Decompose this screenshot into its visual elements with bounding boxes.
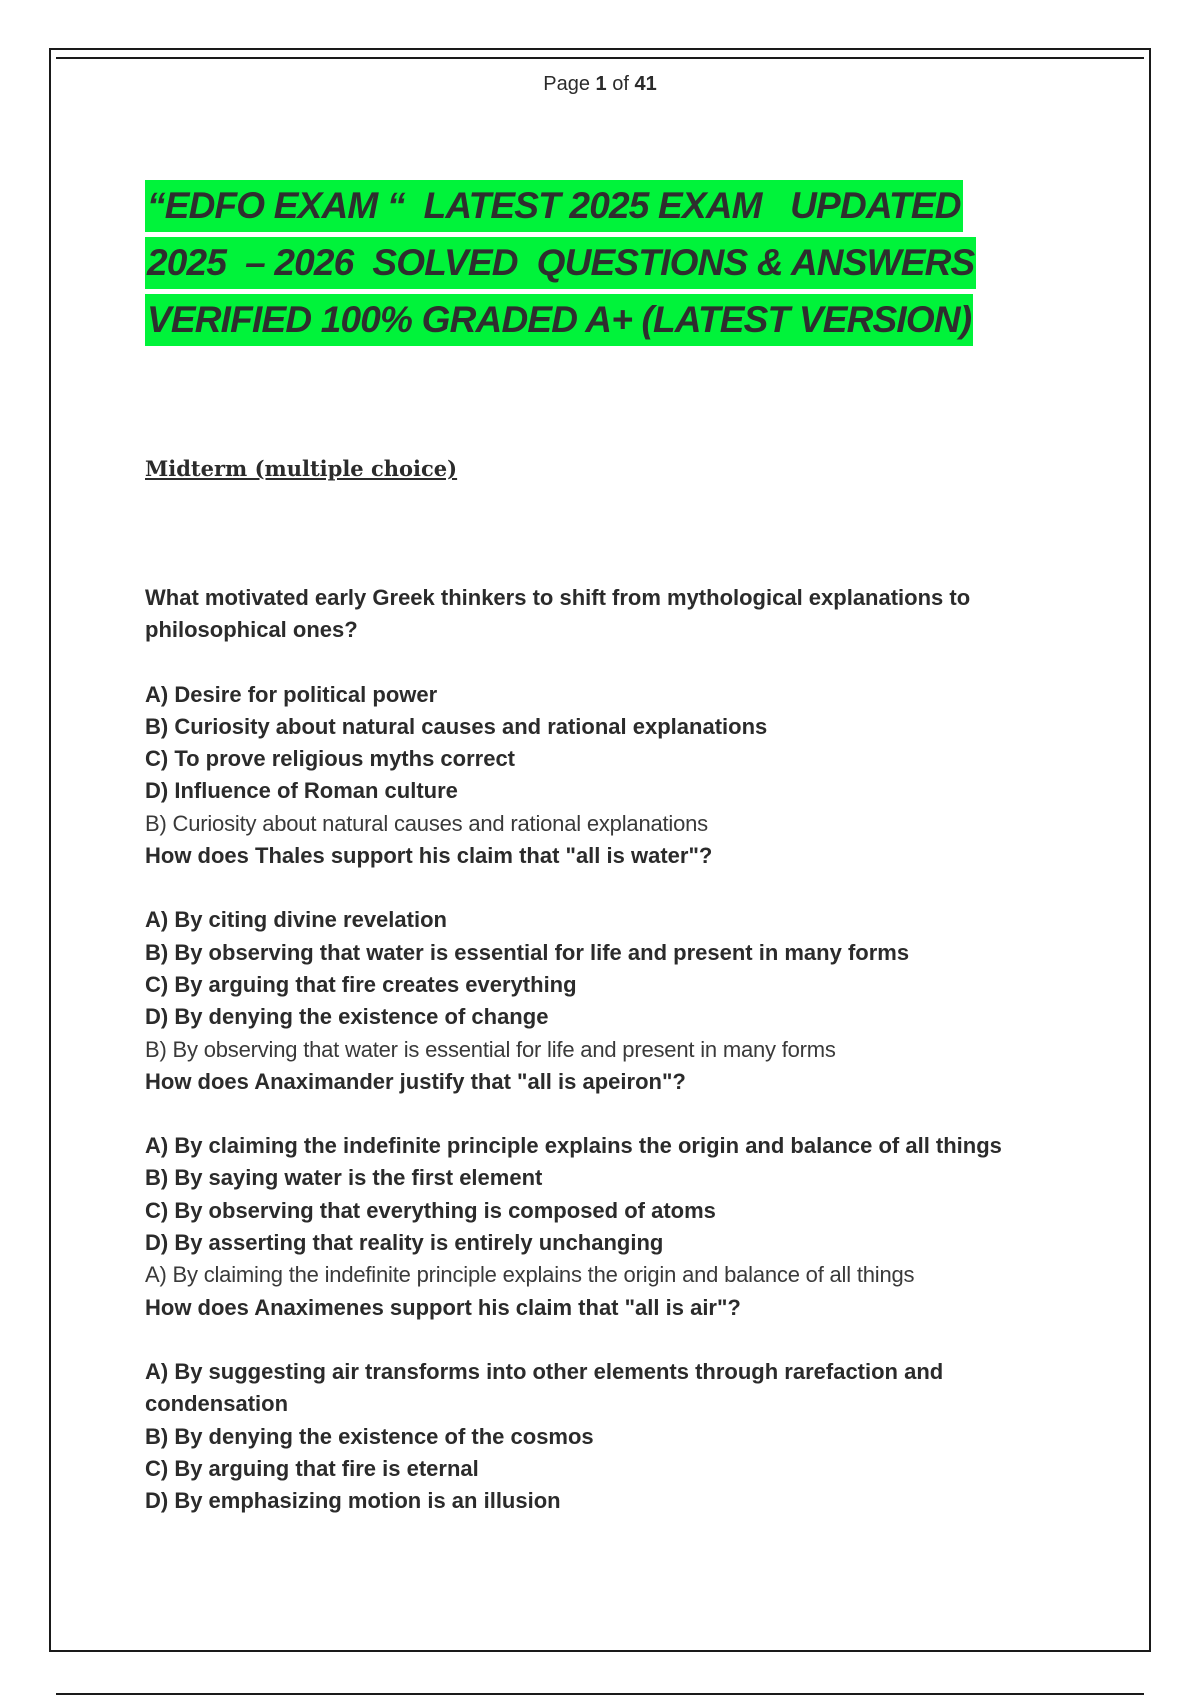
page-indicator (0, 73, 1200, 96)
answer-option: A) Desire for political power (145, 681, 438, 707)
page-current: 1 (595, 73, 607, 95)
question-text: What motivated early Greek thinkers to shift from mythological explanations to philosophical ones? (145, 585, 971, 643)
question-block (145, 1292, 1075, 1518)
answer-option: D) By asserting that reality is entirely unchanging (145, 1230, 664, 1256)
answer-option: A) By claiming the indefinite principle explains the origin and balance of all things (145, 1133, 1002, 1159)
answer-option: A) By citing divine revelation (145, 907, 447, 933)
page-label: Page (543, 73, 590, 95)
correct-answer: B) Curiosity about natural causes and rational explanations (145, 810, 708, 836)
top-rule (56, 57, 1144, 59)
question-block (145, 840, 1075, 1066)
question-text: How does Thales support his claim that "all is water"? (145, 843, 713, 869)
section-heading: Midterm (multiple choice) (145, 456, 458, 481)
answer-option: C) By observing that everything is composed of atoms (145, 1197, 716, 1223)
correct-answer: A) By claiming the indefinite principle explains the origin and balance of all things (145, 1262, 915, 1288)
page-total: 41 (634, 73, 657, 95)
question-block (145, 1066, 1075, 1292)
bottom-rule (56, 1693, 1144, 1695)
title-line: 2025 – 2026 SOLVED QUESTIONS & ANSWERS (145, 237, 976, 289)
question-text: How does Anaximenes support his claim that "all is air"? (145, 1294, 741, 1320)
answer-option: B) Curiosity about natural causes and rational explanations (145, 713, 768, 739)
answer-option: C) To prove religious myths correct (145, 746, 516, 772)
document-title (145, 180, 1045, 351)
answer-option: C) By arguing that fire creates everything (145, 971, 577, 997)
answer-option: A) By suggesting air transforms into other elements through rarefaction and condensation (145, 1358, 944, 1417)
answer-option: D) By denying the existence of change (145, 1004, 549, 1030)
correct-answer: B) By observing that water is essential for life and present in many forms (145, 1036, 836, 1062)
questions-list (145, 582, 1075, 1517)
answer-option: B) By saying water is the first element (145, 1165, 543, 1191)
question-block (145, 582, 1075, 840)
title-line: VERIFIED 100% GRADED A+ (LATEST VERSION) (145, 294, 973, 346)
question-text: How does Anaximander justify that "all is apeiron"? (145, 1068, 686, 1094)
answer-option: B) By observing that water is essential for life and present in many forms (145, 939, 910, 965)
answer-option: D) Influence of Roman culture (145, 778, 458, 804)
answer-option: D) By emphasizing motion is an illusion (145, 1488, 561, 1514)
title-line: “EDFO EXAM “ LATEST 2025 EXAM UPDATED (145, 180, 963, 232)
page-separator: of (612, 73, 629, 95)
answer-option: B) By denying the existence of the cosmos (145, 1423, 594, 1449)
answer-option: C) By arguing that fire is eternal (145, 1455, 479, 1481)
